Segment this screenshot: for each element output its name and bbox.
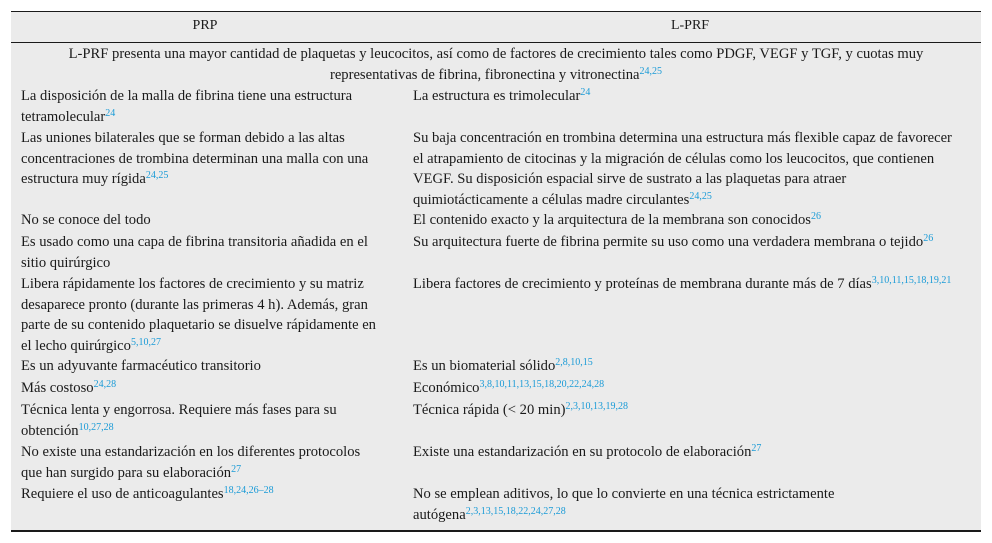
intro-line-1: L-PRF presenta una mayor cantidad de plaquetas y leucocitos, así como de factores de crecimiento tales como PDGF, VEGF y TGF, y cuotas muy	[68, 46, 924, 62]
prp-cell	[21, 442, 377, 483]
lprf-ref: 24	[580, 87, 591, 98]
lprf-ref: 26	[810, 211, 821, 222]
lprf-text: Su arquitectura fuerte de fibrina permite su uso como una verdadera membrana o tejido	[413, 234, 924, 250]
prp-text: No se conoce del todo	[21, 212, 151, 228]
lprf-text: Económico	[413, 380, 480, 396]
lprf-cell	[413, 128, 963, 210]
lprf-text: Existe una estandarización en su protocolo de elaboración	[413, 444, 752, 460]
prp-cell	[21, 128, 377, 190]
lprf-ref: 2,3,13,15,18,22,24,27,28	[465, 505, 566, 517]
prp-text: Más costoso	[21, 380, 94, 396]
lprf-cell	[413, 274, 963, 295]
lprf-text: El contenido exacto y la arquitectura de la membrana son conocidos	[413, 212, 811, 228]
lprf-cell	[413, 400, 963, 421]
lprf-ref: 26	[923, 233, 934, 244]
prp-cell	[21, 484, 377, 505]
prp-cell	[21, 232, 377, 273]
prp-ref: 18,24,26–28	[223, 485, 274, 496]
prp-text: Las uniones bilaterales que se forman debido a las altas concentraciones de trombina determinan una malla con una estructura muy rígida	[21, 130, 369, 188]
comparison-table	[11, 11, 981, 532]
intro-line-2-text: representativas de fibrina, fibronectina y vitronectina	[329, 66, 640, 83]
lprf-cell	[413, 442, 963, 463]
prp-ref: 24,25	[145, 170, 169, 182]
lprf-text: Libera factores de crecimiento y proteínas de membrana durante más de 7 días	[413, 276, 872, 292]
header-prp: PRP	[192, 18, 218, 33]
prp-text: Técnica lenta y engorrosa. Requiere más fases para su obtención	[21, 402, 337, 439]
prp-cell	[21, 86, 377, 127]
lprf-text: La estructura es trimolecular	[413, 88, 581, 104]
prp-ref: 24	[105, 107, 116, 119]
prp-ref: 10,27,28	[78, 421, 114, 433]
lprf-cell	[413, 86, 963, 107]
prp-text: No existe una estandarización en los diferentes protocolos que han surgido para su elaboración	[21, 444, 361, 481]
top-rule	[11, 11, 981, 12]
intro-text	[11, 44, 981, 85]
prp-cell	[21, 210, 377, 231]
lprf-cell	[413, 378, 963, 399]
lprf-cell	[413, 484, 963, 525]
lprf-ref: 27	[751, 443, 762, 454]
prp-text: Es usado como una capa de fibrina transitoria añadida en el sitio quirúrgico	[21, 234, 368, 271]
prp-ref: 5,10,27	[130, 336, 161, 348]
lprf-text: Técnica rápida (< 20 min)	[413, 402, 566, 418]
lprf-ref: 3,10,11,15,18,19,21	[871, 275, 952, 286]
lprf-text: Es un biomaterial sólido	[413, 358, 556, 374]
prp-text: Libera rápidamente los factores de crecimiento y su matriz desaparece pronto (durante las primeras 4 h). Además, gran parte de su contenido plaquetario se disuelve rápidamente en el lecho quirúrgico	[21, 276, 376, 354]
prp-ref: 27	[231, 463, 242, 475]
lprf-cell	[413, 356, 963, 377]
lprf-text: Su baja concentración en trombina determina una estructura más flexible capaz de favorecer el atrapamiento de citocinas y la migración de células como los leucocitos, que contienen VEGF. Su disposición espacial sirve de sustrato a las plaquetas para atraer quimiotácticamente a células madre circulantes	[413, 130, 952, 208]
prp-cell	[21, 274, 377, 356]
prp-text: Es un adyuvante farmacéutico transitorio	[21, 358, 261, 374]
lprf-cell	[413, 232, 963, 253]
lprf-ref: 2,3,10,13,19,28	[565, 401, 628, 412]
lprf-text: No se emplean aditivos, lo que lo convierte en una técnica estrictamente autógena	[413, 486, 835, 523]
intro-ref: 24,25	[639, 65, 663, 77]
lprf-ref: 3,8,10,11,13,15,18,20,22,24,28	[479, 379, 605, 390]
lprf-cell	[413, 210, 963, 231]
bottom-rule	[11, 530, 981, 532]
prp-text: Requiere el uso de anticoagulantes	[21, 486, 224, 502]
lprf-ref: 24,25	[689, 190, 712, 202]
lprf-ref: 2,8,10,15	[555, 357, 593, 368]
prp-ref: 24,28	[93, 379, 117, 390]
header-rule	[11, 42, 981, 43]
intro-line-2	[11, 65, 981, 86]
prp-text: La disposición de la malla de fibrina tiene una estructura tetramolecular	[21, 88, 353, 125]
header-lprf: L-PRF	[670, 18, 710, 33]
prp-cell	[21, 356, 377, 377]
prp-cell	[21, 400, 377, 441]
prp-cell	[21, 378, 377, 399]
